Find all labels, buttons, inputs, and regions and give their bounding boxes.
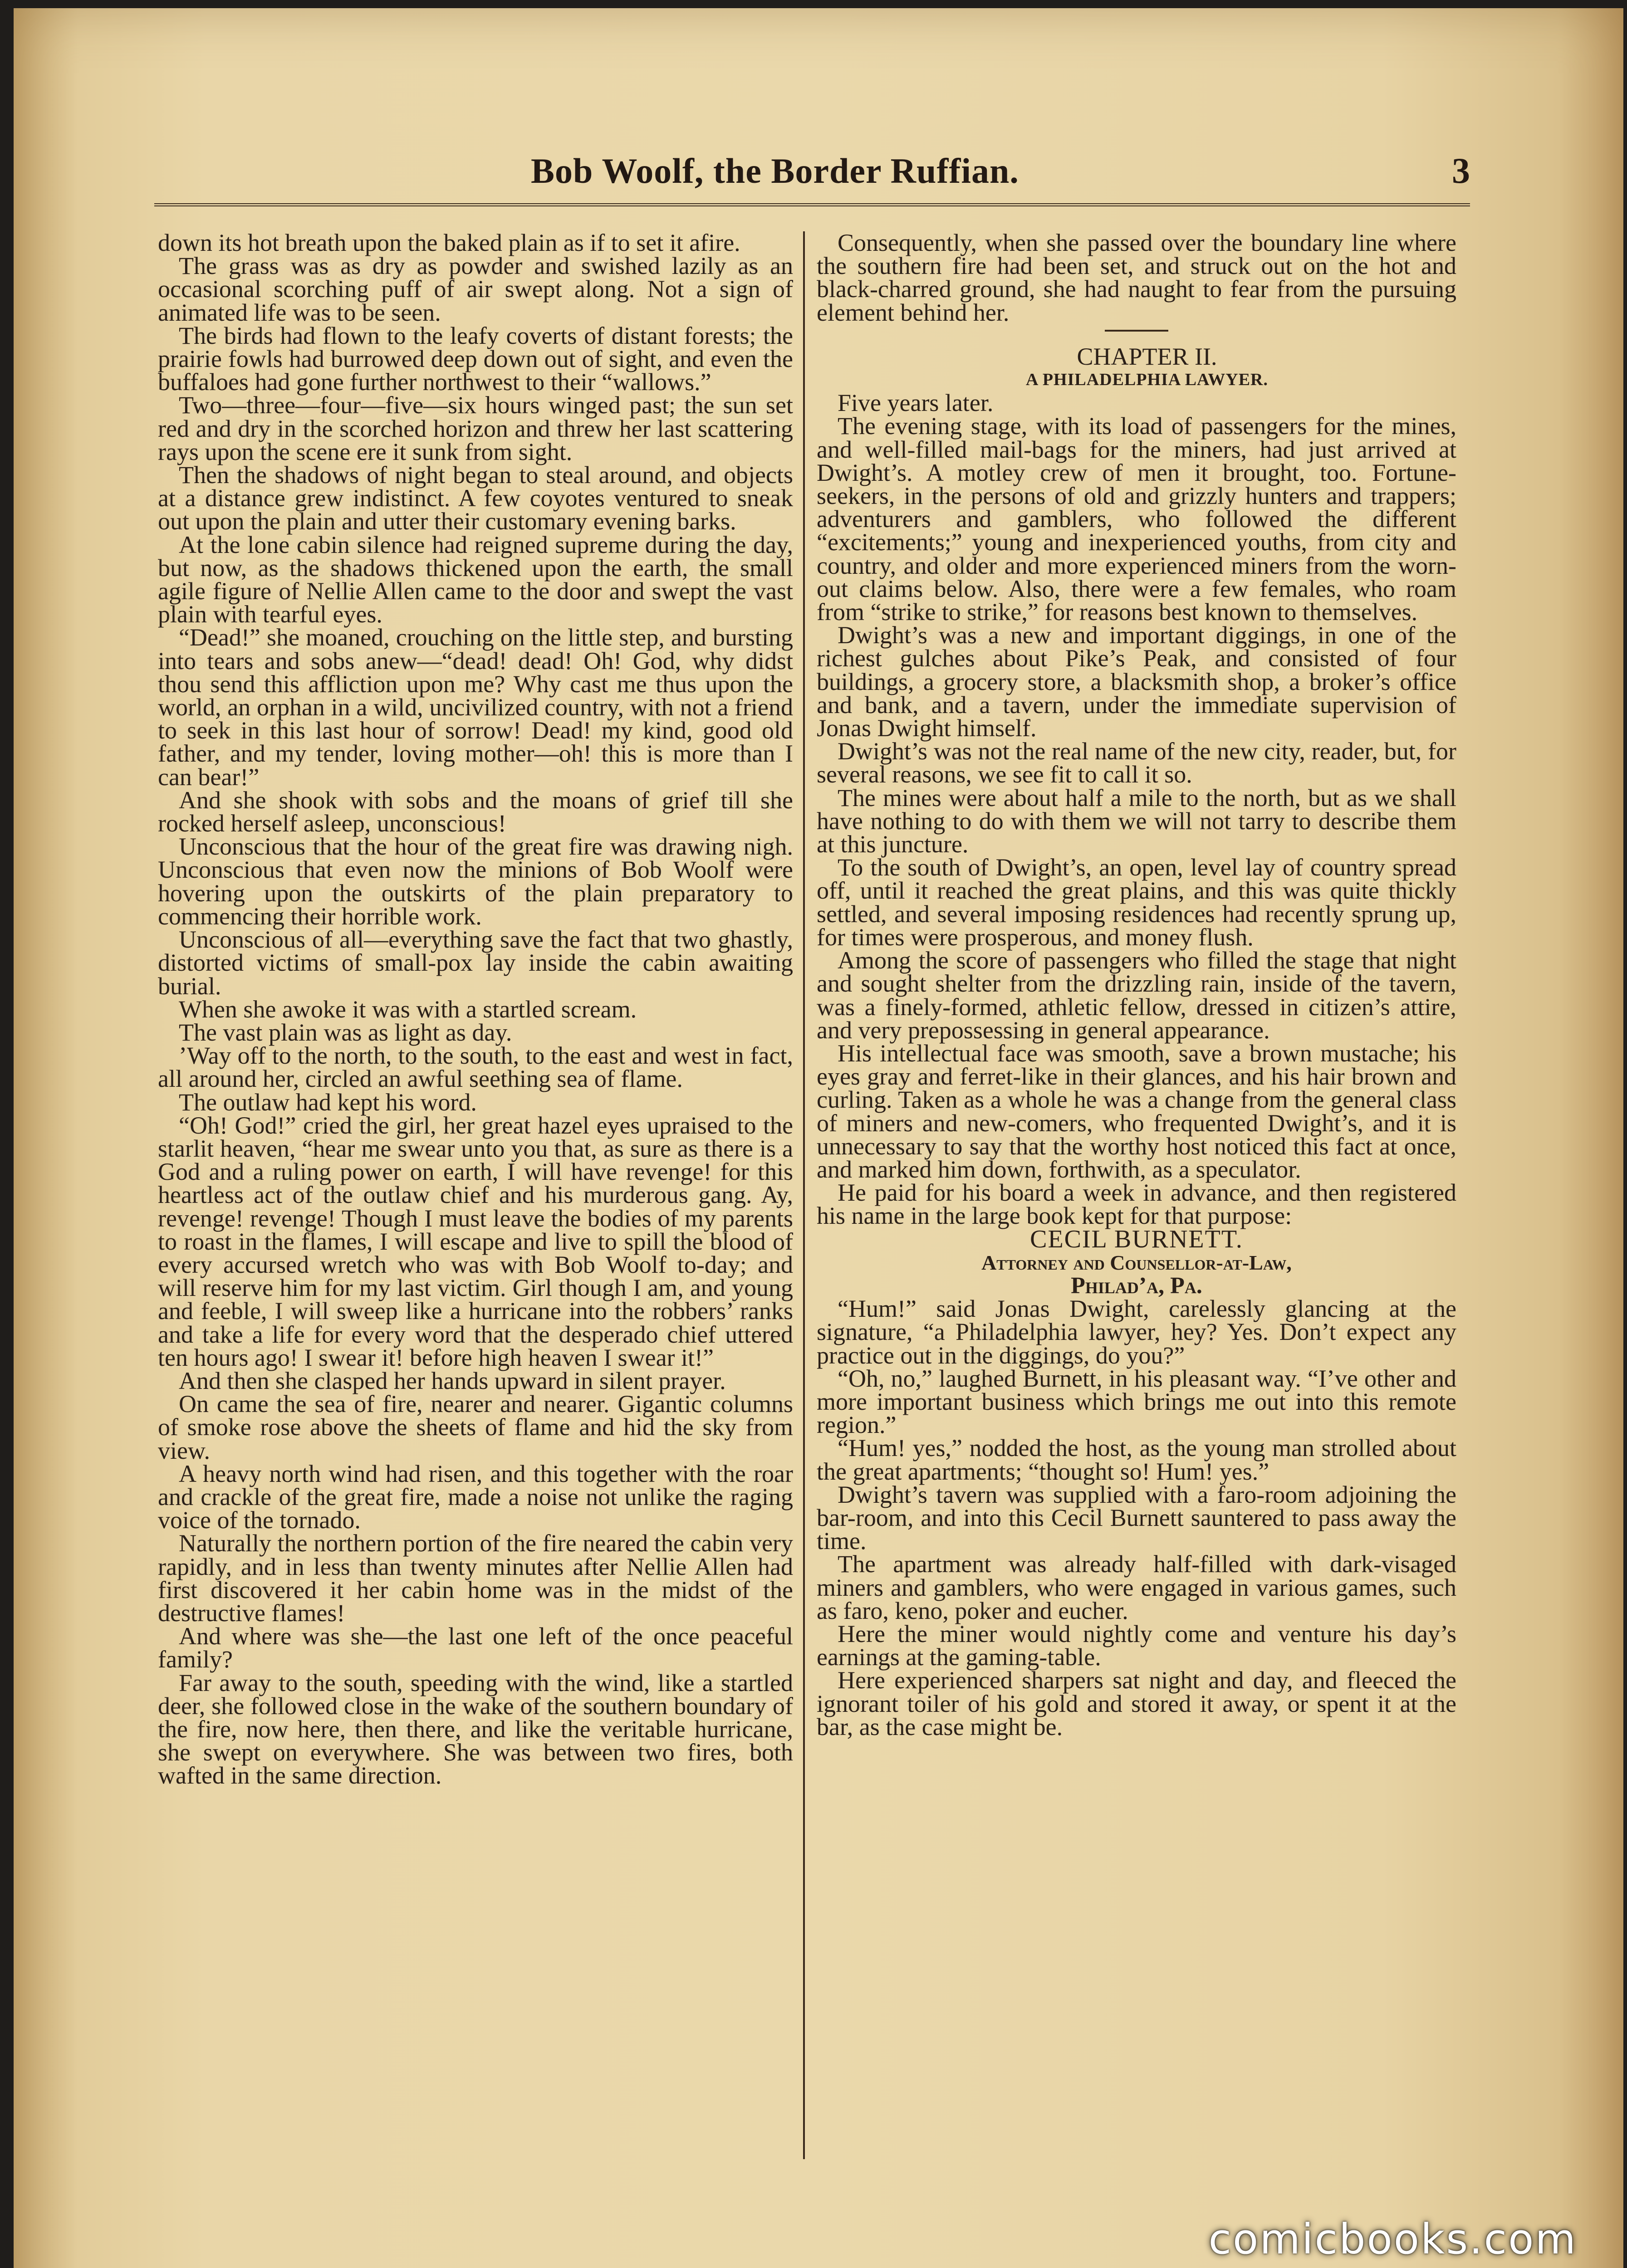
paragraph: “Hum!” said Jonas Dwight, carelessly glancing at the signature, “a Philadelphia lawyer, hey? Yes. Don’t expect any practice out in the diggings, do you?”: [817, 1295, 1456, 1369]
chapter-subtitle: A PHILADELPHIA LAWYER.: [1025, 370, 1269, 390]
paragraph: “Dead!” she moaned, crouching on the little step, and bursting into tears and sobs anew—“dead! dead! Oh! God, why didst thou send this affliction upon me? Why cast me thus upon the world, an orphan in a wild, uncivilized country, with not a friend to seek in this last hour of sorrow! Dead! my kind, good old father, and my tender, loving mother—oh! this is more than I can bear!”: [158, 624, 793, 791]
page-number: 3: [1452, 151, 1470, 191]
paragraph: “Hum! yes,” nodded the host, as the young man strolled about the great apartments; “thought so! Hum! yes.”: [817, 1434, 1456, 1485]
register-place: Philad’a, Pa.: [1071, 1272, 1202, 1299]
paragraph: ’Way off to the north, to the south, to the east and west in fact, all around her, circled an awful seething sea of flame.: [158, 1042, 793, 1093]
paragraph: Naturally the northern portion of the fire neared the cabin very rapidly, and in less than twenty minutes after Nellie Allen had first discovered it her cabin home was in the midst of the destructive flames!: [158, 1530, 793, 1627]
paragraph: He paid for his board a week in advance, and then registered his name in the large book kept for that purpose:: [817, 1179, 1456, 1230]
paragraph: The mines were about half a mile to the north, but as we shall have nothing to do with them we will not tarry to describe them at this juncture.: [817, 784, 1456, 858]
right-column: [817, 231, 1456, 2164]
left-column: [158, 231, 793, 2164]
paragraph: Dwight’s tavern was supplied with a faro-room adjoining the bar-room, and into this Cecil Burnett sauntered to pass away the time.: [817, 1481, 1456, 1555]
watermark-text: comicbooks.com: [1208, 2215, 1577, 2263]
paragraph: “Oh, no,” laughed Burnett, in his pleasant way. “I’ve other and more important business which brings me out into this remote region.”: [817, 1364, 1456, 1439]
paragraph: The vast plain was as light as day.: [179, 1018, 512, 1046]
paragraph: Unconscious that the hour of the great fire was drawing nigh. Unconscious that even now the minions of Bob Woolf were hovering upon the outskirts of the plain preparatory to commencing their horrible work.: [158, 833, 793, 930]
paragraph: On came the sea of fire, nearer and nearer. Gigantic columns of smoke rose above the sheets of flame and hid the sky from view.: [158, 1390, 793, 1464]
paragraph: And where was she—the last one left of the once peaceful family?: [158, 1623, 793, 1673]
paragraph: down its hot breath upon the baked plain as if to set it afire.: [158, 231, 740, 256]
paragraph: Consequently, when she passed over the boundary line where the southern fire had been set, and struck out on the hot and black-charred ground, she had naught to fear from the pursuing element behind her.: [817, 231, 1456, 326]
paragraph: Two—three—four—five—six hours winged past; the sun set red and dry in the scorched horizon and threw her last scattering rays upon the scene ere it sunk from sight.: [158, 391, 793, 465]
register-name: CECIL BURNETT.: [1030, 1225, 1243, 1253]
paragraph: “Oh! God!” cried the girl, her great hazel eyes upraised to the starlit heaven, “hear me swear unto you that, as sure as there is a God and a ruling power on earth, I will have revenge! for this heartless act of the outlaw chief and his murderous gang. Ay, revenge! revenge! Though I must leave the bodies of my parents to roast in the flames, I will escape and live to spill the blood of every accursed wretch who was with Bob Woolf to-day; and will reserve him for my last victim. Girl though I am, and young and feeble, I will sweep like a hurricane into the robbers’ ranks and take a life for every word that the desperado chief uttered ten hours ago! I swear it! before high heaven I swear it!”: [158, 1111, 793, 1371]
paragraph: At the lone cabin silence had reigned supreme during the day, but now, as the shadows thickened upon the earth, the small agile figure of Nellie Allen came to the door and swept the vast plain with tearful eyes.: [158, 531, 793, 628]
paragraph: His intellectual face was smooth, save a brown mustache; his eyes gray and ferret-like in their glances, and his hair brown and curling. Taken as a whole he was a change from the general class of miners and new-comers, who frequented Dwight’s, and it is unnecessary to say that the worthy host noticed this fact at once, and marked him down, forthwith, as a speculator.: [817, 1039, 1456, 1183]
paragraph: Among the score of passengers who filled the stage that night and sought shelter from the drizzling rain, inside of the tavern, was a finely-formed, athletic fellow, dressed in citizen’s attire, and very prepossessing in general appearance.: [817, 947, 1456, 1044]
paragraph: Five years later.: [838, 389, 994, 417]
section-divider: [1105, 330, 1168, 332]
running-header: [154, 144, 1470, 206]
paragraph: The birds had flown to the leafy coverts of distant forests; the prairie fowls had burrowed deep down out of sight, and even the buffaloes had gone further northwest to their “wallows.”: [158, 322, 793, 396]
paragraph: Dwight’s was a new and important diggings, in one of the richest gulches about Pike’s Peak, and consisted of four buildings, a grocery store, a blacksmith shop, a broker’s office and bank, and a tavern, under the immediate supervision of Jonas Dwight himself.: [817, 621, 1456, 742]
chapter-heading: CHAPTER II.: [1077, 342, 1217, 370]
paragraph: The grass was as dry as powder and swished lazily as an occasional scorching puff of air swept along. Not a sign of animated life was to be seen.: [158, 252, 793, 326]
paragraph: Here the miner would nightly come and venture his day’s earnings at the gaming-table.: [817, 1620, 1456, 1671]
paragraph: Unconscious of all—everything save the fact that two ghastly, distorted victims of small-pox lay inside the cabin awaiting burial.: [158, 926, 793, 1000]
paragraph: Then the shadows of night began to steal around, and objects at a distance grew indistinct. A few coyotes ventured to sneak out upon the plain and utter their customary evening barks.: [158, 461, 793, 535]
paragraph: The outlaw had kept his word.: [179, 1088, 477, 1116]
paragraph: Here experienced sharpers sat night and day, and fleeced the ignorant toiler of his gold and stored it away, or spent it at the bar, as the case might be.: [817, 1667, 1456, 1740]
paragraph: The evening stage, with its load of passengers for the mines, and well-filled mail-bags for the miners, had just arrived at Dwight’s. A motley crew of men it brought, too. Fortune-seekers, in the persons of old and grizzly hunters and trappers; adventurers and gamblers, who followed the different “excitements;” young and inexperienced youths, from city and country, and older and more experienced miners from the worn-out claims below. Also, there were a few females, who roam from “strike to strike,” for reasons best known to themselves.: [817, 412, 1456, 626]
paragraph: When she awoke it was with a startled scream.: [179, 995, 637, 1023]
paragraph: To the south of Dwight’s, an open, level lay of country spread off, until it reached the great plains, and this was quite thickly settled, and several imposing residences had recently sprung up, for times were prosperous, and money flush.: [817, 854, 1456, 951]
paragraph: The apartment was already half-filled with dark-visaged miners and gamblers, who were engaged in various games, such as faro, keno, poker and eucher.: [817, 1550, 1456, 1624]
paragraph: A heavy north wind had risen, and this together with the roar and crackle of the great fire, made a noise not unlike the raging voice of the tornado.: [158, 1460, 793, 1534]
paragraph: Dwight’s was not the real name of the new city, reader, but, for several reasons, we see fit to call it so.: [817, 738, 1456, 788]
column-rule: [803, 231, 805, 2159]
paragraph: And then she clasped her hands upward in silent prayer.: [179, 1367, 726, 1394]
running-title: Bob Woolf, the Border Ruffian.: [531, 151, 1019, 191]
paragraph: Far away to the south, speeding with the wind, like a startled deer, she followed close in the wake of the southern boundary of the fire, now here, then there, and like the veritable hurricane, she swept on everywhere. She was between two fires, both wafted in the same direction.: [158, 1669, 793, 1789]
paragraph: And she shook with sobs and the moans of grief till she rocked herself asleep, unconscious!: [158, 786, 793, 837]
register-title: Attorney and Counsellor-at-Law,: [981, 1251, 1292, 1274]
